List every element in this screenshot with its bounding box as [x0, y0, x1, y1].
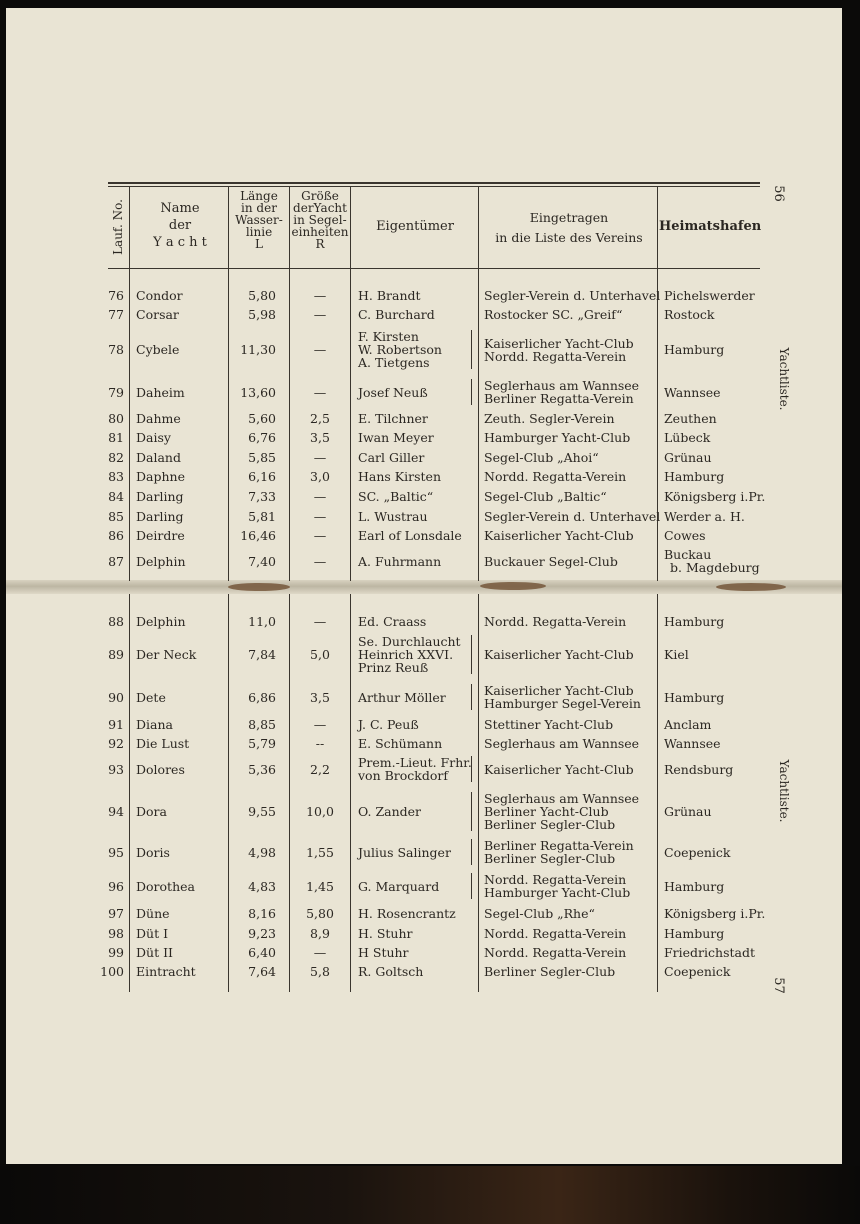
header-laenge-line: in der — [241, 201, 277, 215]
yacht-name: Dora — [136, 804, 167, 819]
sail-units-value: 5,80 — [306, 906, 334, 921]
column-rule — [228, 187, 229, 581]
row-number: 87 — [108, 553, 124, 569]
stain-middle — [480, 582, 546, 590]
length-value: 5,60 — [248, 411, 276, 426]
club-name: Berliner Regatta-Verein — [484, 391, 634, 406]
club-name: Nordd. Regatta-Verein — [484, 926, 627, 941]
sail-units-value: — — [313, 945, 327, 960]
club-name: Segel-Club „Baltic“ — [484, 489, 607, 504]
owner-name: von Brockdorf — [358, 768, 449, 783]
column-rule — [657, 594, 658, 992]
owner-name: H. Stuhr — [358, 926, 413, 941]
length-value: 7,84 — [248, 647, 276, 662]
club-name: Berliner Segler-Club — [484, 851, 616, 866]
header-groesse-line: einheiten — [291, 225, 349, 239]
club-name: Nordd. Regatta-Verein — [484, 872, 627, 887]
owner-name: SC. „Baltic“ — [358, 489, 434, 504]
length-value: 4,83 — [248, 878, 276, 894]
club-name: Berliner Regatta-Verein — [484, 838, 634, 853]
home-port: Zeuthen — [664, 411, 717, 426]
sail-units-value: -- — [315, 736, 325, 751]
yacht-name: Die Lust — [136, 736, 190, 751]
yacht-name: Diana — [136, 717, 173, 732]
header-laenge — [229, 190, 289, 250]
length-value: 7,40 — [248, 553, 276, 569]
length-value: 5,98 — [248, 307, 276, 322]
owner-name: F. Kirsten — [358, 329, 419, 344]
length-value: 5,36 — [248, 761, 276, 777]
owner-name: Iwan Meyer — [358, 430, 434, 445]
home-port: Coepenick — [664, 844, 731, 860]
stain-left — [228, 583, 290, 591]
yacht-name: Delphin — [136, 614, 186, 629]
home-port: Cowes — [664, 528, 706, 543]
row-number: 76 — [108, 288, 124, 303]
club-name: Seglerhaus am Wannsee — [484, 791, 640, 806]
row-number: 81 — [108, 430, 124, 445]
row-number: 83 — [108, 469, 124, 484]
length-value: 4,98 — [248, 844, 276, 860]
length-value: 6,86 — [248, 689, 276, 705]
yacht-name: Corsar — [136, 307, 179, 322]
header-laenge-line: Wasser- — [235, 213, 283, 227]
row-number: 82 — [108, 450, 124, 465]
length-value: 16,46 — [240, 528, 276, 543]
header-eingetragen-line: in die Liste des Vereins — [495, 230, 643, 245]
owner-name: H Stuhr — [358, 945, 409, 960]
club-name: Nordd. Regatta-Verein — [484, 614, 627, 629]
group-brace — [471, 873, 475, 899]
row-number: 98 — [108, 926, 124, 941]
row-number: 80 — [108, 411, 124, 426]
club-name: Berliner Yacht-Club — [484, 804, 609, 819]
home-port: Grünau — [664, 804, 712, 819]
club-name: Segel-Club „Rhe“ — [484, 906, 595, 921]
row-number: 89 — [108, 647, 124, 662]
yacht-name: Düt II — [136, 945, 173, 960]
header-groesse-line: Größe — [301, 189, 339, 203]
sail-units-value: 2,2 — [310, 761, 330, 777]
length-value: 5,85 — [248, 450, 276, 465]
owner-name: Se. Durchlaucht — [358, 634, 461, 649]
yacht-name: Daisy — [136, 430, 171, 445]
club-name: Seglerhaus am Wannsee — [484, 378, 640, 393]
owner-name: O. Zander — [358, 804, 422, 819]
home-port: Königsberg i.Pr. — [664, 489, 766, 504]
home-port: Hamburg — [664, 926, 725, 941]
owner-name: Prem.-Lieut. Frhr. — [358, 755, 472, 770]
club-name: Nordd. Regatta-Verein — [484, 945, 627, 960]
sail-units-value: — — [313, 614, 327, 629]
owner-name: Prinz Reuß — [358, 660, 429, 675]
home-port: Pichelswerder — [664, 288, 755, 303]
column-rule — [478, 187, 479, 581]
stain-right — [716, 583, 786, 591]
length-value: 8,16 — [248, 906, 276, 921]
yacht-name: Dahme — [136, 411, 181, 426]
row-number: 85 — [108, 509, 124, 524]
owner-name: A. Fuhrmann — [358, 553, 442, 569]
owner-name: Earl of Lonsdale — [358, 528, 462, 543]
club-name: Rostocker SC. „Greif“ — [484, 307, 623, 322]
home-port: Werder a. H. — [664, 509, 745, 524]
header-top-rule-2 — [108, 186, 760, 187]
owner-name: E. Schümann — [358, 736, 443, 751]
header-bottom-rule — [108, 268, 760, 269]
header-groesse-line: derYacht — [293, 201, 347, 215]
owner-name: W. Robertson — [358, 342, 442, 357]
page-number-bottom: 57 — [770, 977, 786, 994]
sail-units-value: 1,45 — [306, 878, 334, 894]
column-rule — [129, 187, 130, 581]
yacht-name: Daheim — [136, 384, 185, 400]
club-name: Kaiserlicher Yacht-Club — [484, 761, 634, 777]
home-port: Anclam — [664, 717, 712, 732]
home-port: Grünau — [664, 450, 712, 465]
yacht-name: Darling — [136, 509, 184, 524]
group-brace — [471, 379, 475, 405]
home-port: Hamburg — [664, 878, 725, 894]
column-rule — [350, 187, 351, 581]
club-name: Berliner Segler-Club — [484, 817, 616, 832]
sail-units-value: — — [313, 384, 327, 400]
length-value: 5,80 — [248, 288, 276, 303]
club-name: Segler-Verein d. Unterhavel — [484, 288, 661, 303]
column-rule — [129, 594, 130, 992]
sail-units-value: 3,0 — [310, 469, 330, 484]
page-shadow — [0, 1166, 860, 1224]
club-name: Buckauer Segel-Club — [484, 553, 618, 569]
owner-name: Heinrich XXVI. — [358, 647, 454, 662]
header-groesse — [290, 190, 350, 250]
row-number: 92 — [108, 736, 124, 751]
length-value: 7,64 — [248, 964, 276, 979]
header-laenge-line: Länge — [240, 189, 278, 203]
home-port: b. Magdeburg — [670, 560, 760, 575]
column-rule — [350, 594, 351, 992]
header-name — [132, 200, 228, 251]
yacht-name: Dete — [136, 689, 166, 705]
club-name: Zeuth. Segler-Verein — [484, 411, 615, 426]
sail-units-value: 10,0 — [306, 804, 334, 819]
home-port: Kiel — [664, 647, 689, 662]
home-port: Hamburg — [664, 689, 725, 705]
owner-name: Ed. Craass — [358, 614, 427, 629]
club-name: Hamburger Yacht-Club — [484, 885, 631, 900]
header-top-rule — [108, 182, 760, 184]
sail-units-value: — — [313, 342, 327, 357]
owner-name: Josef Neuß — [358, 384, 428, 400]
home-port: Rendsburg — [664, 761, 734, 777]
header-groesse-line: R — [315, 237, 325, 251]
row-number: 84 — [108, 489, 124, 504]
header-name-line: der — [168, 218, 192, 233]
length-value: 5,79 — [248, 736, 276, 751]
sail-units-value: — — [313, 528, 327, 543]
length-value: 6,40 — [248, 945, 276, 960]
owner-name: H. Rosencrantz — [358, 906, 456, 921]
sail-units-value: — — [313, 489, 327, 504]
club-name: Seglerhaus am Wannsee — [484, 736, 640, 751]
owner-name: Arthur Möller — [358, 689, 446, 705]
owner-name: L. Wustrau — [358, 509, 428, 524]
group-brace — [471, 635, 475, 674]
club-name: Berliner Segler-Club — [484, 964, 616, 979]
yacht-name: Deirdre — [136, 528, 185, 543]
running-head-top: Yachtliste. — [777, 347, 791, 411]
length-value: 6,76 — [248, 430, 276, 445]
yacht-name: Daphne — [136, 469, 185, 484]
page-number-top: 56 — [770, 185, 786, 202]
club-name: Hamburger Segel-Verein — [484, 696, 641, 711]
club-name: Segler-Verein d. Unterhavel — [484, 509, 661, 524]
owner-name: G. Marquard — [358, 878, 440, 894]
yacht-name: Düne — [136, 906, 170, 921]
row-number: 79 — [108, 384, 124, 400]
sail-units-value: — — [313, 288, 327, 303]
header-eigentuemer: Eigentümer — [376, 219, 454, 234]
owner-name: H. Brandt — [358, 288, 421, 303]
home-port: Wannsee — [664, 736, 721, 751]
sail-units-value: — — [313, 717, 327, 732]
club-name: Stettiner Yacht-Club — [484, 717, 614, 732]
home-port: Coepenick — [664, 964, 731, 979]
yacht-name: Der Neck — [136, 647, 197, 662]
owner-name: Carl Giller — [358, 450, 425, 465]
length-value: 11,0 — [248, 614, 276, 629]
row-number: 99 — [108, 945, 124, 960]
row-number: 86 — [108, 528, 124, 543]
row-number: 100 — [100, 964, 124, 979]
length-value: 8,85 — [248, 717, 276, 732]
group-brace — [471, 792, 475, 831]
club-name: Segel-Club „Ahoi“ — [484, 450, 599, 465]
club-name: Hamburger Yacht-Club — [484, 430, 631, 445]
sail-units-value: 2,5 — [310, 411, 330, 426]
header-groesse-line: in Segel- — [293, 213, 347, 227]
header-lauf-no: Lauf. No. — [111, 199, 125, 255]
yacht-name: Dorothea — [136, 878, 195, 894]
row-number: 90 — [108, 689, 124, 705]
length-value: 13,60 — [240, 384, 276, 400]
group-brace — [471, 684, 475, 710]
club-name: Kaiserlicher Yacht-Club — [484, 528, 634, 543]
sail-units-value: 8,9 — [310, 926, 330, 941]
owner-name: E. Tilchner — [358, 411, 428, 426]
home-port: Lübeck — [664, 430, 711, 445]
yacht-name: Cybele — [136, 342, 180, 357]
header-eingetragen — [480, 208, 658, 248]
row-number: 91 — [108, 717, 124, 732]
owner-name: A. Tietgens — [358, 355, 430, 370]
header-name-line: Y a c h t — [153, 235, 207, 250]
column-rule — [478, 594, 479, 992]
yacht-name: Condor — [136, 288, 183, 303]
header-eingetragen-line: Eingetragen — [529, 210, 609, 225]
group-brace — [471, 839, 475, 865]
length-value: 7,33 — [248, 489, 276, 504]
sail-units-value: — — [313, 509, 327, 524]
sail-units-value: 1,55 — [306, 844, 334, 860]
row-number: 93 — [108, 761, 124, 777]
home-port: Hamburg — [664, 614, 725, 629]
home-port: Hamburg — [664, 469, 725, 484]
header-laenge-line: L — [255, 237, 263, 251]
home-port: Hamburg — [664, 342, 725, 357]
row-number: 78 — [108, 342, 124, 357]
row-number: 77 — [108, 307, 124, 322]
column-rule — [228, 594, 229, 992]
group-brace — [471, 756, 475, 782]
owner-name: C. Burchard — [358, 307, 435, 322]
sail-units-value: — — [313, 450, 327, 465]
owner-name: Hans Kirsten — [358, 469, 441, 484]
home-port: Friedrichstadt — [664, 945, 755, 960]
club-name: Nordd. Regatta-Verein — [484, 348, 627, 364]
home-port: Wannsee — [664, 384, 721, 400]
owner-name: J. C. Peuß — [358, 717, 419, 732]
row-number: 94 — [108, 804, 124, 819]
length-value: 9,23 — [248, 926, 276, 941]
row-number: 96 — [108, 878, 124, 894]
header-laenge-line: linie — [245, 225, 273, 239]
sail-units-value: — — [313, 553, 327, 569]
yacht-name: Darling — [136, 489, 184, 504]
yacht-name: Düt I — [136, 926, 169, 941]
sail-units-value: — — [313, 307, 327, 322]
header-name-line: Name — [160, 201, 200, 216]
yacht-name: Daland — [136, 450, 181, 465]
home-port: Rostock — [664, 307, 715, 322]
yacht-name: Eintracht — [136, 964, 196, 979]
yacht-name: Delphin — [136, 553, 186, 569]
club-name: Kaiserlicher Yacht-Club — [484, 647, 634, 662]
sail-units-value: 5,0 — [310, 647, 330, 662]
row-number: 97 — [108, 906, 124, 921]
club-name: Kaiserlicher Yacht-Club — [484, 335, 634, 351]
sail-units-value: 3,5 — [310, 430, 330, 445]
owner-name: Julius Salinger — [358, 844, 451, 860]
club-name: Nordd. Regatta-Verein — [484, 469, 627, 484]
length-value: 9,55 — [248, 804, 276, 819]
row-number: 95 — [108, 844, 124, 860]
header-heimatshafen: Heimatshafen — [659, 219, 762, 234]
owner-name: R. Goltsch — [358, 964, 424, 979]
sail-units-value: 5,8 — [310, 964, 330, 979]
home-port: Königsberg i.Pr. — [664, 906, 766, 921]
running-head-bottom: Yachtliste. — [777, 759, 791, 823]
yacht-name: Doris — [136, 844, 170, 860]
row-number: 88 — [108, 614, 124, 629]
length-value: 5,81 — [248, 509, 276, 524]
length-value: 11,30 — [240, 342, 276, 357]
club-name: Kaiserlicher Yacht-Club — [484, 683, 634, 698]
group-brace — [471, 330, 475, 369]
yacht-name: Dolores — [136, 761, 185, 777]
home-port: Buckau — [664, 547, 712, 562]
sail-units-value: 3,5 — [310, 689, 330, 705]
length-value: 6,16 — [248, 469, 276, 484]
